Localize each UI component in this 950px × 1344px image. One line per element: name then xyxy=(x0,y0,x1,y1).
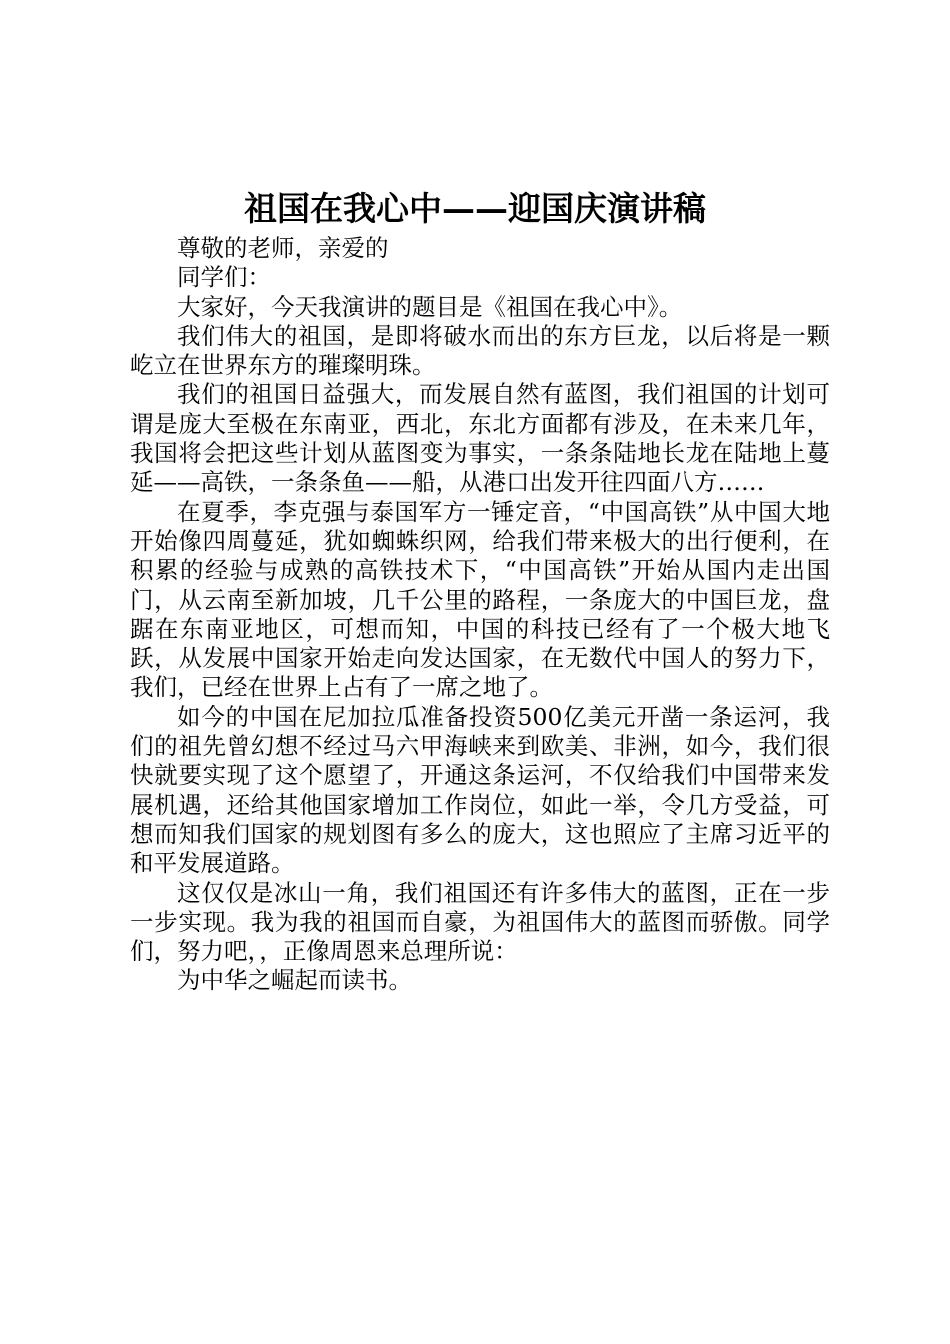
document-body xyxy=(130,234,830,996)
paragraph: 如今的中国在尼加拉瓜准备投资500亿美元开凿一条运河，我们的祖先曾幻想不经过马六甲海峡来到欧美、非洲，如今，我们很快就要实现了这个愿望了，开通这条运河，不仅给我们中国带来发展机遇，还给其他国家增加工作岗位，如此一举，令几方受益，可想而知我们国家的规划图有多么的庞大，这也照应了主席习近平的和平发展道路。 xyxy=(130,702,830,878)
paragraph-salutation: 尊敬的老师，亲爱的 xyxy=(177,234,389,262)
paragraph: 这仅仅是冰山一角，我们祖国还有许多伟大的蓝图，正在一步一步实现。我为我的祖国而自豪，为祖国伟大的蓝图而骄傲。同学们，努力吧，，正像周恩来总理所说： xyxy=(130,878,830,966)
paragraph: 在夏季，李克强与泰国军方一锤定音，“中国高铁”从中国大地开始像四周蔓延，犹如蜘蛛织网，给我们带来极大的出行便利，在积累的经验与成熟的高铁技术下，“中国高铁”开始从国内走出国门，从云南至新加坡，几千公里的路程，一条庞大的中国巨龙，盘踞在东南亚地区，可想而知，中国的科技已经有了一个极大地飞跃，从发展中国家开始走向发达国家，在无数代中国人的努力下，我们，已经在世界上占有了一席之地了。 xyxy=(130,497,830,702)
paragraph-salutation-cont: 同学们： xyxy=(177,263,271,292)
paragraph: 我们伟大的祖国，是即将破水而出的东方巨龙，以后将是一颗屹立在世界东方的璀璨明珠。 xyxy=(130,321,830,380)
paragraph-greeting: 大家好，今天我演讲的题目是《祖国在我心中》。 xyxy=(177,292,683,321)
paragraph-closing: 为中华之崛起而读书。 xyxy=(177,966,412,995)
paragraph: 我们的祖国日益强大，而发展自然有蓝图，我们祖国的计划可谓是庞大至极在东南亚，西北，东北方面都有涉及，在未来几年，我国将会把这些计划从蓝图变为事实，一条条陆地长龙在陆地上蔓延——高铁，一条条鱼——船，从港口出发开往四面八方…… xyxy=(130,380,830,497)
document-title: 祖国在我心中——迎国庆演讲稿 xyxy=(244,189,706,228)
